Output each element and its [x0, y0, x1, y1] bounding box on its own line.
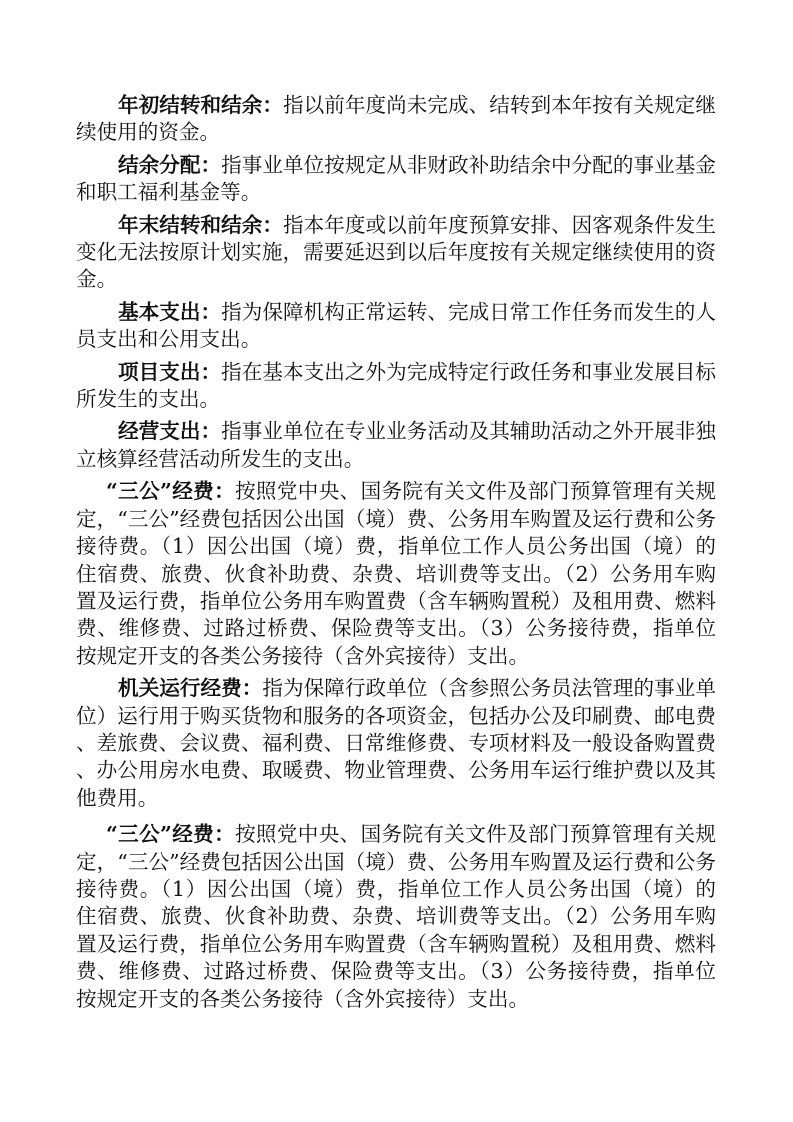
- term-definition: 指本年度或以前年度预算安排、因客观条件发生变化无法按原计划实施，需要延迟到以后年度按有关规定继续使用的资金。: [76, 212, 717, 292]
- term-heading: 项目支出：: [118, 359, 222, 384]
- paragraph-closing-balance: [76, 212, 716, 294]
- term-definition: 指为保障行政单位（含参照公务员法管理的事业单位）运行用于购买货物和服务的各项资金，包括办公及印刷费、邮电费、差旅费、会议费、福利费、日常维修费、专项材料及一般设备购置费、办公用房水电费、取暖费、物业管理费、公务用车运行维护费以及其他费用。: [76, 676, 717, 810]
- term-definition: 指以前年度尚未完成、结转到本年按有关规定继续使用的资金。: [76, 93, 717, 145]
- paragraph-operating-expenditure: [76, 418, 716, 473]
- term-heading: 年末结转和结余：: [118, 212, 283, 237]
- document-page: [76, 92, 716, 1018]
- paragraph-agency-operating-funds: [76, 675, 716, 812]
- term-definition: 按照党中央、国务院有关文件及部门预算管理有关规定，“三公”经费包括因公出国（境）费、公务用车购置及运行费和公务接待费。（1）因公出国（境）费，指单位工作人员公务出国（境）的住宿费、旅费、伙食补助费、杂费、培训费等支出。（2）公务用车购置及运行费，指单位公务用车购置费（含车辆购置税）及租用费、燃料费、维修费、过路过桥费、保险费等支出。（3）公务接待费，指单位按规定开支的各类公务接待（含外宾接待）支出。: [76, 822, 716, 1011]
- term-heading: 基本支出：: [118, 299, 222, 324]
- paragraph-surplus-distribution: [76, 152, 716, 207]
- term-heading: 结余分配：: [118, 152, 222, 177]
- term-heading: 经营支出：: [118, 419, 222, 444]
- term-definition: 指事业单位在专业业务活动及其辅助活动之外开展非独立核算经营活动所发生的支出。: [76, 419, 716, 471]
- paragraph-project-expenditure: [76, 359, 716, 414]
- term-definition: 指在基本支出之外为完成特定行政任务和事业发展目标所发生的支出。: [76, 359, 716, 412]
- term-heading: 机关运行经费：: [118, 676, 263, 701]
- paragraph-opening-balance: [76, 92, 716, 147]
- term-heading: 年初结转和结余：: [118, 93, 283, 117]
- paragraph-three-public-expenses: [76, 478, 716, 670]
- paragraph-three-public-expenses-repeat: [76, 821, 716, 1013]
- paragraph-basic-expenditure: [76, 299, 716, 354]
- term-definition: 按照党中央、国务院有关文件及部门预算管理有关规定，“三公”经费包括因公出国（境）费、公务用车购置及运行费和公务接待费。（1）因公出国（境）费，指单位工作人员公务出国（境）的住宿费、旅费、伙食补助费、杂费、培训费等支出。（2）公务用车购置及运行费，指单位公务用车购置费（含车辆购置税）及租用费、燃料费、维修费、过路过桥费、保险费等支出。（3）公务接待费，指单位按规定开支的各类公务接待（含外宾接待）支出。: [76, 479, 716, 668]
- term-heading: “三公”经费：: [106, 822, 235, 847]
- term-definition: 指为保障机构正常运转、完成日常工作任务而发生的人员支出和公用支出。: [76, 299, 716, 352]
- term-definition: 指事业单位按规定从非财政补助结余中分配的事业基金和职工福利基金等。: [76, 152, 716, 205]
- term-heading: “三公”经费：: [106, 479, 235, 504]
